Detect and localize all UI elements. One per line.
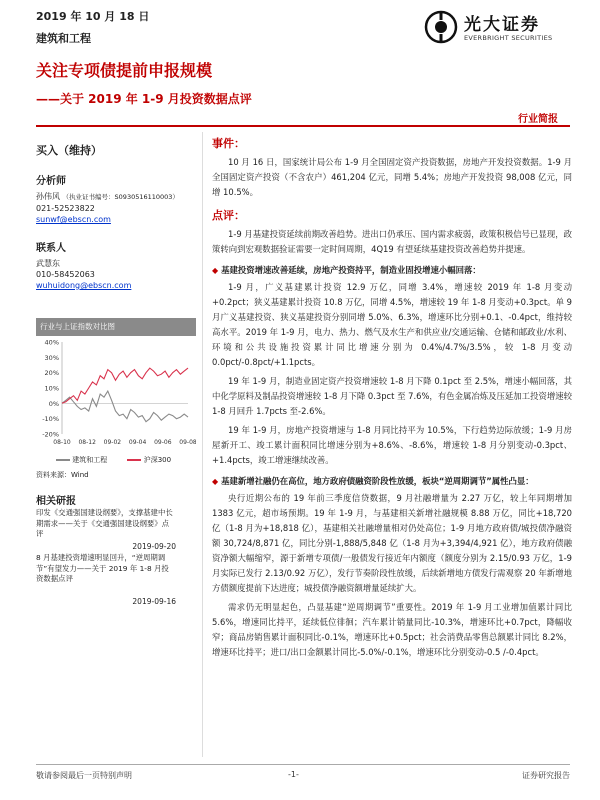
footer-divider [36, 764, 570, 765]
paragraph-2: 19 年 1-9 月，制造业固定资产投资增速较 1-8 月下降 0.1pct 至 2.5%，增速小幅回落，其中化学原料及制品投资增速较 1-8 月下降 0.3pct 至 7.6%，有色金属冶炼及压延加工投资增速较 1-8 月回升 1.7pcts 至-2.6%。 [212, 376, 572, 416]
related-report-1[interactable]: 印发《交通强国建设纲要》，支撑基建中长期需求——关于《交通强国建设纲要》点评 [36, 508, 173, 538]
legend-label-b: 沪深300 [143, 456, 172, 464]
related-reports-heading: 相关研报 [36, 496, 76, 507]
paragraph-4: 央行近期公布的 19 年前三季度信贷数据，9 月社融增量为 2.27 万亿，较上年同期增加 1383 亿元，超市场预期。19 年 1-9 月，与基建相关新增社融规模 8.88 万亿，同比+18,720 亿（1-8 月为+18,818 亿），基建相关社融增量相对仍处高位；1-9 月地方政府债/城投债净融资额 30,724/8,871 亿，同比分别-1,888/5,848 亿（1-8 月为+3,394/4,921 亿），地方政府债融资净额大幅缩窄，源于新增专项债/一般债发行接近年内额度（额度分别为 2.15/0.93 万亿，1-9 月实际已发行 2.13/0.92 万亿），发行节奏阶段性放缓，后续新增地方债发行需观察 20 年新增地方债额度提前下达进度；城投债净融资额增量延续扩大。 [212, 493, 572, 593]
document-type: 行业简报 [518, 114, 558, 125]
series-line-1 [62, 391, 188, 422]
comment-paragraph: 1-9 月基建投资延续前期改善趋势。进出口仍承压、国内需求疲弱，政策积极信号已显现，政策转向到宏观数据验证需要一定时间周期，4Q19 有望延续基建投资改善趋势并提速。 [212, 229, 572, 254]
analyst-phone: 021-52523822 [36, 204, 95, 213]
page-subtitle: ——关于 2019 年 1-9 月投资数据点评 [36, 92, 252, 106]
y-tick-label: 40% [44, 338, 59, 347]
x-tick-label: 08-12 [78, 439, 96, 446]
page-number: -1- [288, 770, 299, 779]
brand-name-en: EVERBRIGHT SECURITIES [464, 34, 553, 42]
rating: 买入（维持） [36, 144, 102, 157]
related-report-1-date: 2019-09-20 [132, 542, 176, 551]
main-content [212, 136, 572, 660]
legend-swatch-a [56, 459, 70, 461]
analyst-name: 孙伟风 [36, 192, 60, 201]
brand-logo-icon [424, 10, 458, 44]
industry-name: 建筑和工程 [36, 32, 91, 45]
page-title: 关注专项债提前申报规模 [36, 61, 213, 80]
contact-name: 武慧东 [36, 259, 60, 268]
analyst-heading: 分析师 [36, 176, 66, 187]
sidebar [36, 132, 196, 291]
brand-logo [424, 10, 574, 46]
comment-heading: 点评： [212, 209, 245, 222]
chart-source: 资料来源：Wind [36, 471, 89, 479]
legend-label-a: 建筑和工程 [72, 456, 108, 464]
event-heading: 事件： [212, 137, 245, 150]
y-tick-label: -10% [42, 415, 59, 424]
related-report-2-date: 2019-09-16 [132, 597, 176, 606]
y-tick-label: 30% [44, 353, 59, 362]
paragraph-3: 19 年 1-9 月，房地产投资增速与 1-8 月同比持平为 10.5%，下行趋势边际放缓；1-9 月房屋新开工、竣工累计面积同比增速分别为+8.6%、-8.6%，增速较 1-8 月分别变动-0.3pct、+1.4pcts，竣工增速继续改善。 [212, 425, 572, 465]
x-tick-label: 08-10 [53, 439, 71, 446]
x-tick-label: 09-06 [154, 439, 172, 446]
x-tick-label: 09-02 [103, 439, 122, 446]
column-divider [202, 132, 203, 757]
x-tick-label: 09-08 [179, 439, 196, 446]
y-tick-label: 10% [44, 384, 59, 393]
y-tick-label: 0% [48, 399, 59, 408]
paragraph-5: 需求仍无明显起色，凸显基建“逆周期调节”重要性。2019 年 1-9 月工业增加值累计同比 5.6%，增速同比持平，延续低位徘徊；汽车累计销量同比-10.3%，增速环比+0.7pct，降幅收窄；商品房销售累计面积同比-0.1%，增速环比+0.5pct；社会消费品零售总额累计同比 8.2%，增速环比持平；进口/出口金额累计同比-5.0%/-0.1%，增速环比分别变动-0.5 /-0.4pct。 [212, 602, 572, 657]
y-tick-label: -20% [42, 430, 59, 439]
contact-email-link[interactable]: wuhuidong@ebscn.com [36, 281, 132, 290]
report-date: 2019 年 10 月 18 日 [36, 10, 150, 23]
header-divider [36, 125, 570, 127]
chart-plot [36, 336, 196, 454]
event-paragraph: 10 月 16 日，国家统计局公布 1-9 月全国固定资产投资数据，房地产开发投资数据。1-9 月全国固定资产投资（不含农户）461,204 亿元，同增 5.4%；房地产开发投资 98,008 亿元，同增 10.5%。 [212, 157, 572, 197]
paragraph-1: 1-9 月，广义基建累计投资 12.9 万亿，同增 3.4%，增速较 2019 年 1-8 月变动+0.2pct；狭义基建累计投资 10.8 万亿，同增 4.5%，增速较 19 年 1-8 月变动+0.3pct。单 9 月广义基建投资、狭义基建投资分别同增 5.0%、6.3%，增速环比分别+0.1、-0.4pct，维持较高水平。2019 年 1-9 月，电力、热力、燃气及水生产和供应业/交通运输、仓储和邮政业/水利、环境和公共设施投资累计同比增速分别为 0.4%/4.7%/3.5%，较 1-8 月变动 0.0pct/-0.8pct/+1.1pcts。 [212, 282, 572, 367]
chart-legend [36, 455, 196, 465]
x-tick-label: 09-04 [128, 439, 147, 446]
contact-heading: 联系人 [36, 243, 66, 254]
analyst-email-link[interactable]: sunwf@ebscn.com [36, 215, 111, 224]
footer-label: 证券研究报告 [522, 771, 570, 780]
y-tick-label: 20% [44, 369, 59, 378]
legend-swatch-b [127, 459, 141, 461]
bullet-2: ◆ 基建新增社融仍在高位，地方政府债融资阶段性放缓，板块“逆周期调节”属性凸显： [212, 474, 572, 489]
chart-title: 行业与上证指数对比图 [36, 318, 196, 336]
bullet-1: ◆ 基建投资增速改善延续，房地产投资持平，制造业固投增速小幅回落： [212, 263, 572, 278]
index-comparison-chart [36, 318, 196, 454]
related-report-2[interactable]: 8 月基建投资增速明显回升，“逆周期调节”有望发力——关于 2019 年 1-8 月投资数据点评 [36, 553, 169, 583]
brand-name-cn: 光大证券 [464, 15, 540, 35]
contact-phone: 010-58452063 [36, 270, 95, 279]
series-line-2 [62, 368, 188, 403]
analyst-cert: （执业证书编号：S0930516110003） [62, 193, 179, 201]
footer-disclaimer: 敬请参阅最后一页特别声明 [36, 771, 132, 780]
